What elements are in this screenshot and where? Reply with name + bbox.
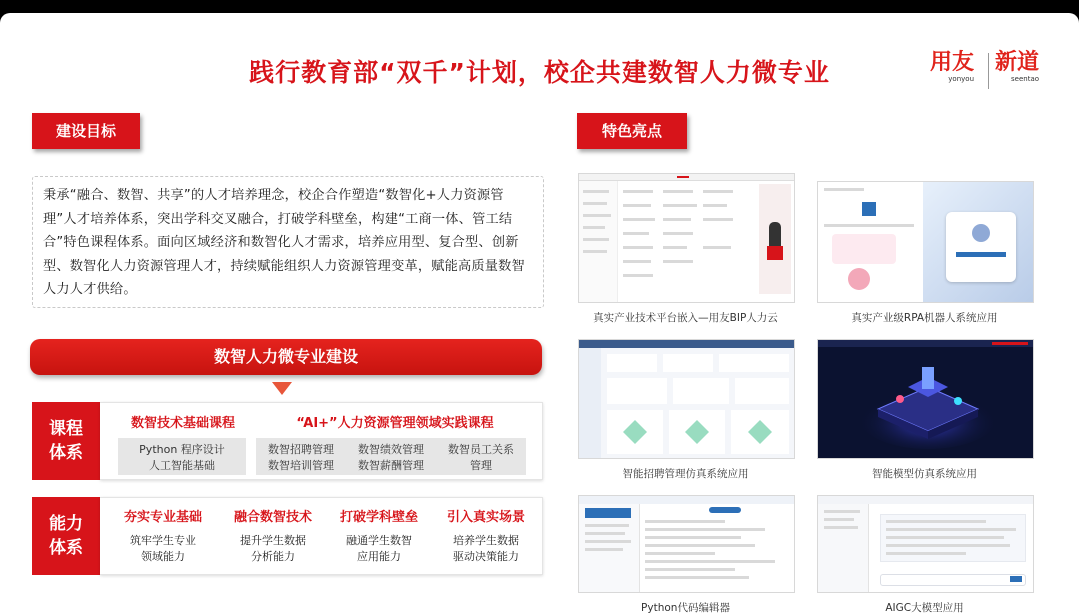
curriculum-label	[32, 402, 100, 480]
ability-desc-line: 驱动决策能力	[453, 550, 519, 563]
ability-heading: 融合数智技术	[233, 510, 312, 525]
logo-divider	[988, 53, 989, 89]
ability-desc	[218, 533, 328, 565]
practice-course-group	[256, 442, 346, 474]
highlight-caption: 真实产业技术平台嵌入—用友BIP人力云	[593, 312, 778, 324]
highlight-caption: Python代码编辑器	[641, 602, 730, 613]
highlights-tag: 特色亮点	[577, 113, 687, 149]
ability-heading: 打破学科壁垒	[339, 510, 418, 525]
basic-course-box	[118, 438, 246, 475]
yonyou-logo-text: 用友	[930, 50, 975, 75]
seentao-logo-en: seentao	[1011, 75, 1040, 83]
course-item: Python 程序设计	[139, 443, 225, 456]
yonyou-logo-en: yonyou	[948, 75, 975, 83]
ability-desc	[324, 533, 434, 565]
ability-desc-line: 培养学生数据	[453, 534, 519, 547]
ability-desc-line: 提升学生数据	[240, 534, 306, 547]
aigc-screenshot	[817, 495, 1034, 593]
recruitment-screenshot	[578, 339, 795, 459]
ability-heading: 夯实专业基础	[123, 510, 202, 525]
down-arrow-icon	[272, 382, 292, 395]
slide-title: 践行教育部“双千”计划，校企共建数智人力微专业	[249, 58, 830, 87]
practice-course-heading: “AI+”人力资源管理领域实践课程	[296, 416, 494, 431]
ability-desc	[108, 533, 218, 565]
construction-banner: 数智人力微专业建设	[30, 339, 542, 375]
course-item: 数智招聘管理	[268, 443, 334, 456]
course-item: 数智绩效管理	[358, 443, 424, 456]
ability-desc	[430, 533, 542, 565]
ability-desc-line: 应用能力	[357, 550, 401, 563]
yonyou-logo	[930, 51, 974, 83]
highlight-caption: 智能招聘管理仿真系统应用	[622, 468, 749, 480]
rpa-screenshot	[817, 181, 1034, 303]
ability-label-line2: 体系	[49, 538, 83, 558]
ability-label-line1: 能力	[49, 514, 83, 534]
seentao-logo	[995, 51, 1039, 83]
ability-desc-line: 分析能力	[251, 550, 295, 563]
highlight-caption: 真实产业级RPA机器人系统应用	[851, 312, 998, 324]
curriculum-label-line1: 课程	[49, 419, 83, 439]
highlight-caption: 智能模型仿真系统应用	[872, 468, 977, 480]
isometric-scene-icon	[818, 347, 1033, 458]
course-item: 人工智能基础	[149, 459, 215, 472]
ability-desc-line: 筑牢学生专业	[130, 534, 196, 547]
highlight-caption: AIGC大模型应用	[885, 602, 964, 613]
ability-label	[32, 497, 100, 575]
bip-screenshot	[578, 173, 795, 303]
curriculum-label-line2: 体系	[49, 443, 83, 463]
curriculum-panel	[100, 402, 543, 480]
slide	[0, 13, 1079, 613]
practice-course-box	[256, 438, 526, 475]
ability-panel	[100, 497, 543, 575]
goal-text: 秉承“融合、数智、共享”的人才培养理念，校企合作塑造“数智化+人力资源管理”人才培养体系，突出学科交叉融合，打破学科壁垒，构建“工商一体、管工结合”特色课程体系。面向区域经济和数智化人才需求，培养应用型、复合型、创新型、数智化人力资源管理人才，持续赋能组织人力资源管理变革，赋能高质量数智人力人才供给。	[43, 188, 525, 297]
radar-chart-icons	[607, 410, 789, 454]
practice-course-group	[346, 442, 436, 474]
course-item: 管理	[470, 459, 492, 472]
ability-desc-line: 领域能力	[141, 550, 185, 563]
course-item: 数智员工关系	[448, 443, 514, 456]
course-item: 数智培训管理	[268, 459, 334, 472]
practice-course-group	[436, 442, 526, 474]
model-sim-screenshot	[817, 339, 1034, 459]
goal-box	[32, 176, 544, 308]
goal-tag: 建设目标	[32, 113, 140, 149]
seentao-logo-text: 新道	[995, 50, 1040, 75]
ability-desc-line: 融通学生数智	[346, 534, 412, 547]
basic-course-heading: 数智技术基础课程	[130, 416, 235, 431]
course-item: 数智薪酬管理	[358, 459, 424, 472]
python-editor-screenshot	[578, 495, 795, 593]
ability-heading: 引入真实场景	[446, 510, 525, 525]
